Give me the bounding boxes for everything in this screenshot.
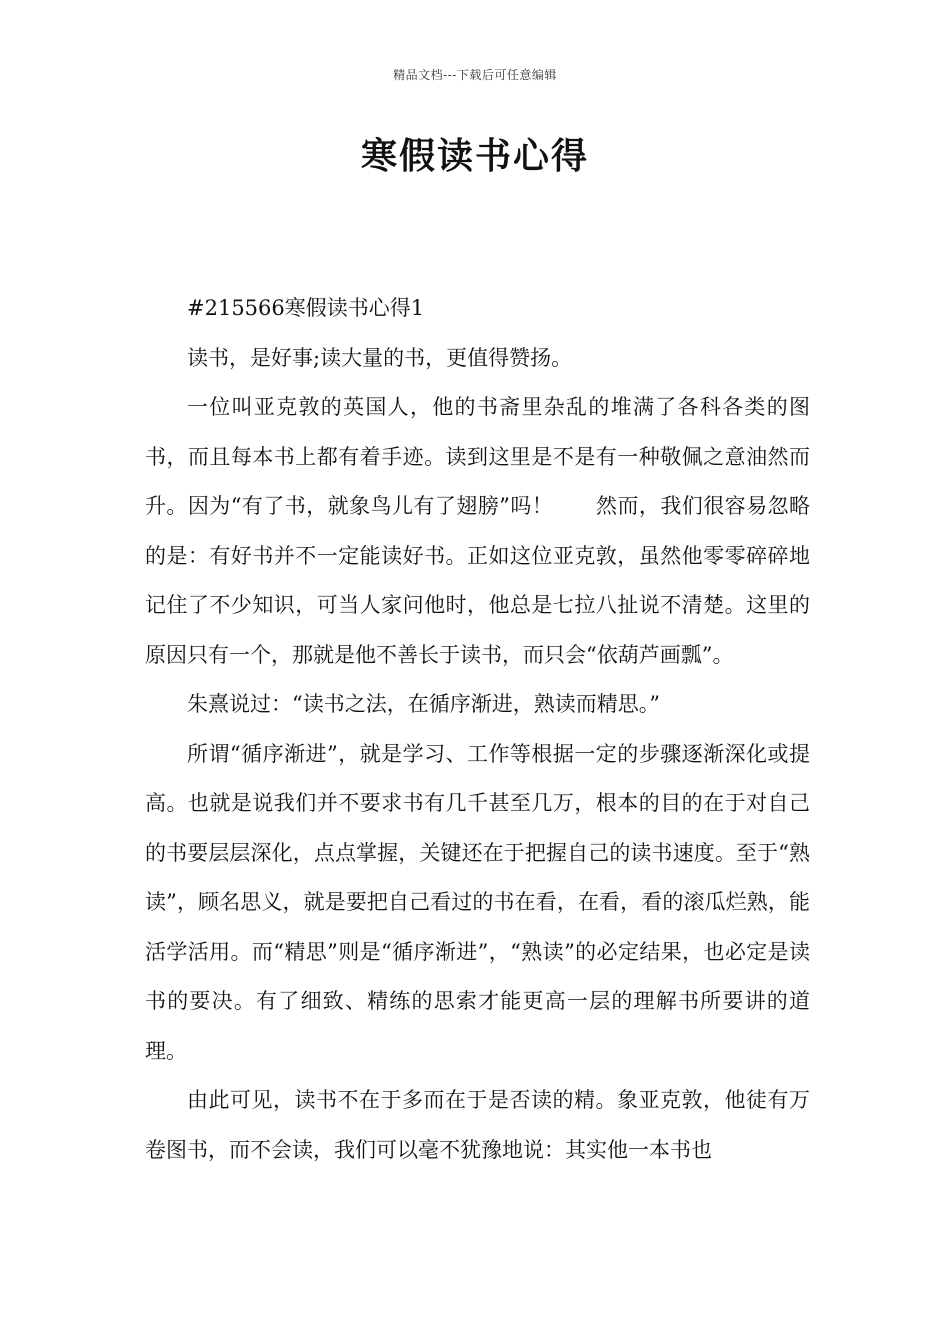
paragraph: 所谓“循序渐进”，就是学习、工作等根据一定的步骤逐渐深化或提高。也就是说我们并不要求书有几千甚至几万，根本的目的在于对自己的书要层层深化，点点掌握，关键还在于把握自己的读书速度。至于“熟读”，顾名思义，就是要把自己看过的书在看，在看，看的滚瓜烂熟，能活学活用。而“精思”则是“循序渐进”，“熟读”的必定结果，也必定是读书的要决。有了细致、精练的思索才能更高一层的理解书所要讲的道理。	[145, 741, 810, 1063]
document-body	[145, 284, 810, 1175]
paragraph: 朱熹说过：“读书之法，在循序渐进，熟读而精思。”	[187, 692, 660, 716]
paragraph: 一位叫亚克敦的英国人，他的书斋里杂乱的堆满了各科各类的图书，而且每本书上都有着手迹。读到这里是不是有一种敬佩之意油然而升。因为“有了书，就象鸟儿有了翅膀”吗！ 然而，我们很容易忽略的是：有好书并不一定能读好书。正如这位亚克敦，虽然他零零碎碎地记住了不少知识，可当人家问他时，他总是七拉八扯说不清楚。这里的原因只有一个，那就是他不善长于读书，而只会“依葫芦画瓢”。	[145, 395, 810, 667]
document-title: 寒假读书心得	[360, 136, 589, 177]
header-watermark: 精品文档---下载后可任意编辑	[393, 68, 557, 82]
paragraph-heading: #215566寒假读书心得1	[187, 296, 425, 320]
paragraph: 由此可见，读书不在于多而在于是否读的精。象亚克敦，他徒有万卷图书，而不会读，我们可以毫不犹豫地说：其实他一本书也	[145, 1088, 810, 1162]
paragraph: 读书，是好事;读大量的书，更值得赞扬。	[187, 345, 573, 370]
